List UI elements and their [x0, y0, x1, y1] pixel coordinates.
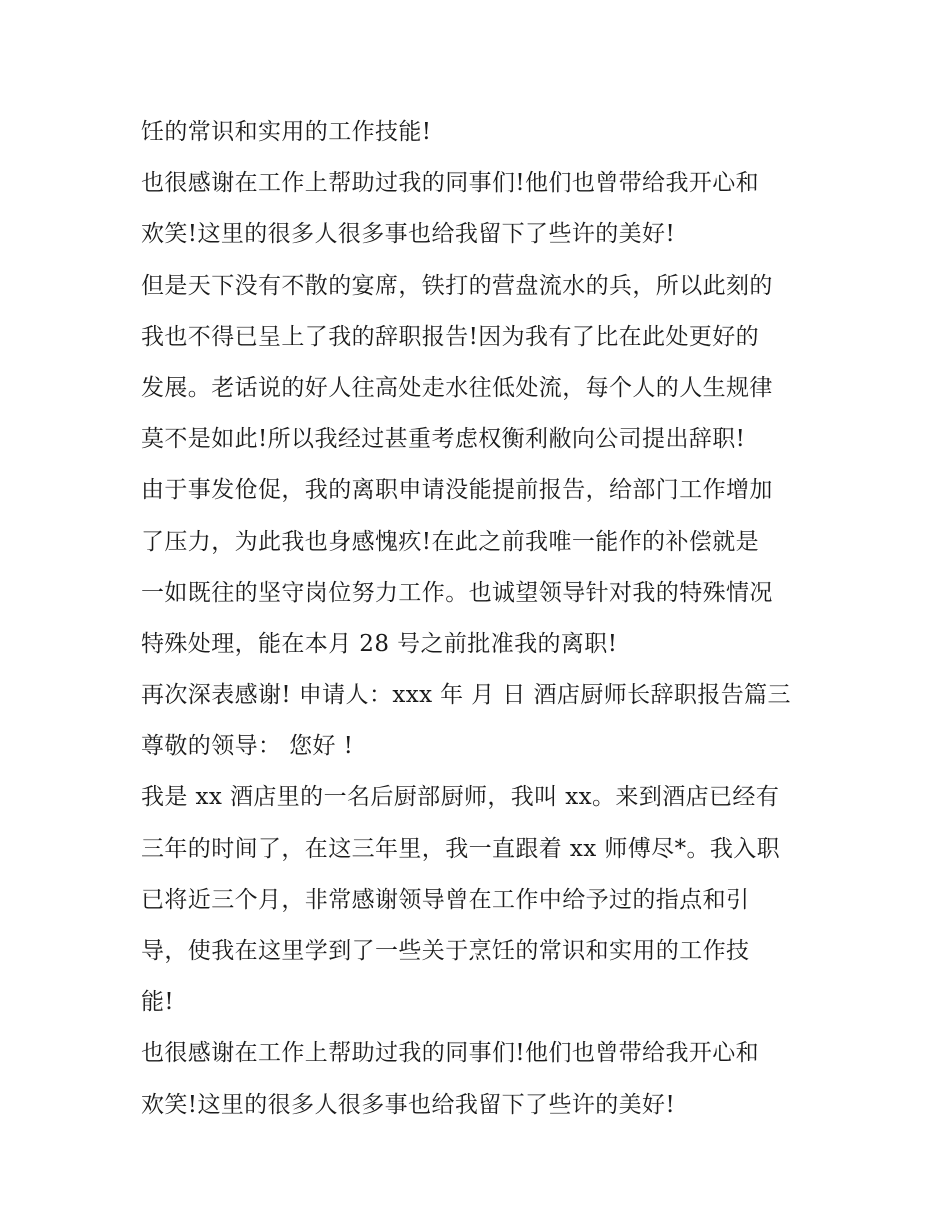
text-line-11: 特殊处理，能在本月 28 号之前批准我的离职!: [141, 630, 618, 657]
document-body: [141, 110, 821, 1134]
text-line-2: 也很感谢在工作上帮助过我的同事们!他们也曾带给我开心和: [141, 170, 760, 197]
text-line-19: 也很感谢在工作上帮助过我的同事们!他们也曾带给我开心和: [141, 1040, 760, 1067]
text-line-15: 三年的时间了，在这三年里，我一直跟着 xx 师傅尽*。我入职: [141, 835, 781, 862]
text-line-10: 一如既往的坚守岗位努力工作。也诚望领导针对我的特殊情况: [141, 579, 773, 606]
text-line-9: 了压力，为此我也身感愧疚!在此之前我唯一能作的补偿就是: [141, 528, 760, 555]
text-line-5: 我也不得已呈上了我的辞职报告!因为我有了比在此处更好的: [141, 323, 760, 350]
text-line-14: 我是 xx 酒店里的一名后厨部厨师，我叫 xx。来到酒店已经有: [141, 784, 780, 811]
text-line-20: 欢笑!这里的很多人很多事也给我留下了些许的美好!: [141, 1091, 676, 1118]
text-line-18: 能!: [141, 989, 175, 1016]
text-line-13: 尊敬的领导： 您好 !: [141, 733, 354, 760]
text-line-7: 莫不是如此!所以我经过甚重考虑权衡利敝向公司提出辞职!: [141, 426, 746, 453]
text-line-6: 发展。老话说的好人往高处走水往低处流，每个人的人生规律: [141, 374, 773, 401]
text-line-1: 饪的常识和实用的工作技能!: [141, 119, 432, 145]
text-line-4: 但是天下没有不散的宴席，铁打的营盘流水的兵，所以此刻的: [141, 272, 773, 299]
text-line-3: 欢笑!这里的很多人很多事也给我留下了些许的美好!: [141, 221, 676, 248]
text-line-16: 已将近三个月，非常感谢领导曾在工作中给予过的指点和引: [141, 886, 750, 913]
text-line-8: 由于事发伧促，我的离职申请没能提前报告，给部门工作增加: [141, 477, 773, 504]
text-line-12: 再次深表感谢! 申请人：xxx 年 月 日 酒店厨师长辞职报告篇三: [141, 682, 791, 709]
text-line-17: 导，使我在这里学到了一些关于烹饪的常识和实用的工作技: [141, 938, 750, 964]
